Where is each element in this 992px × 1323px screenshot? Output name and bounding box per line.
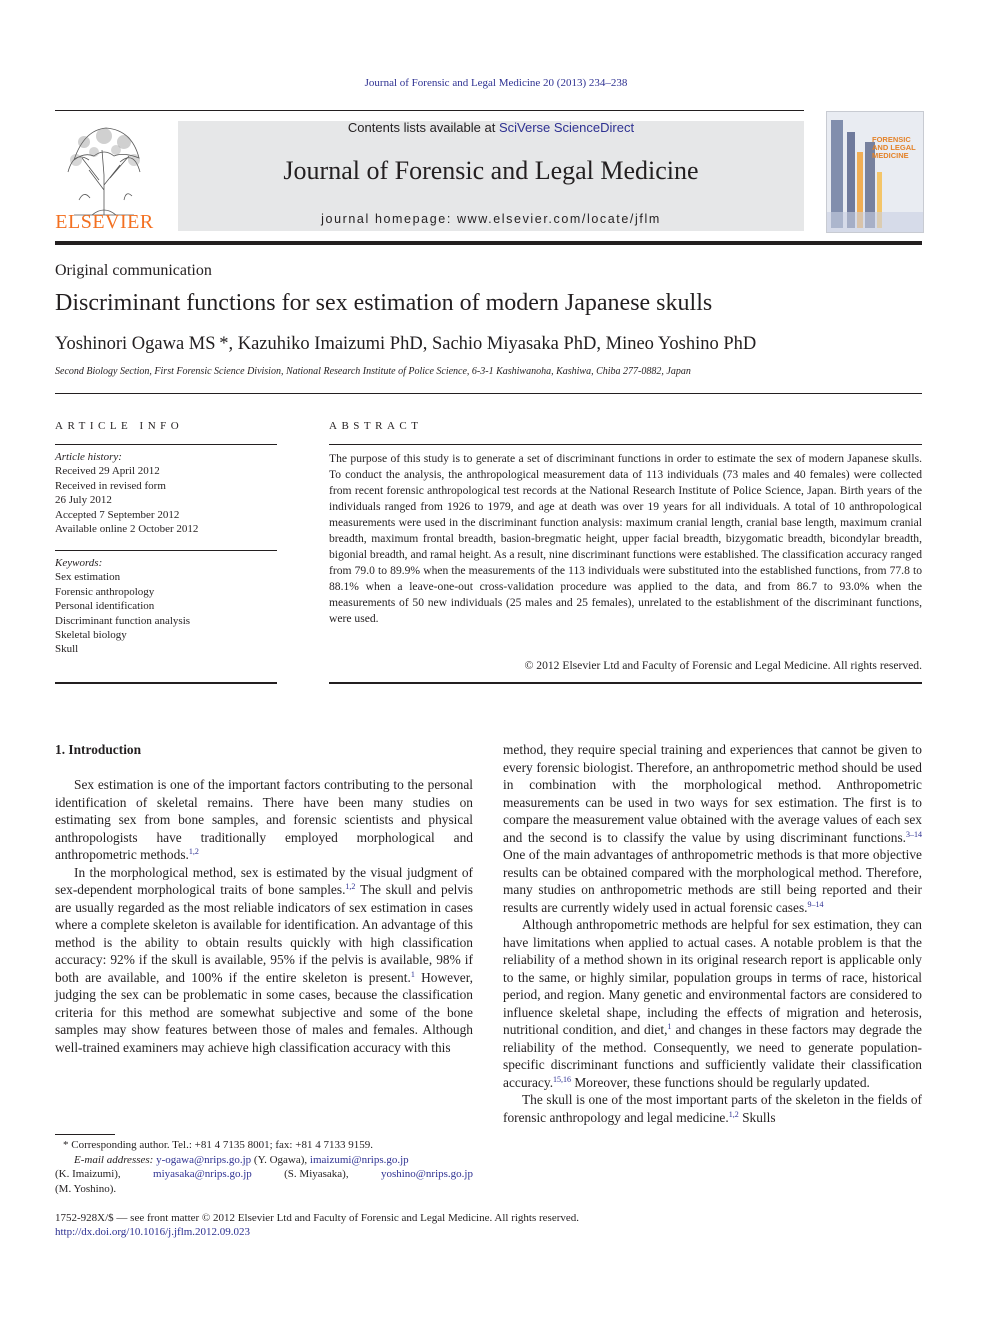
front-matter-notice: 1752-928X/$ — see front matter © 2012 Elsevier Ltd and Faculty of Forensic and Legal Medicine. All rights reserved. bbox=[55, 1212, 580, 1224]
keyword: Sex estimation bbox=[55, 571, 121, 584]
abstract-rule-bottom bbox=[329, 682, 922, 684]
doi-link[interactable]: http://dx.doi.org/10.1016/j.jflm.2012.09.023 bbox=[55, 1226, 251, 1238]
homepage-prefix: journal homepage: bbox=[321, 212, 457, 226]
abstract-rule-top bbox=[329, 444, 922, 445]
footnote-rule bbox=[55, 1134, 115, 1135]
journal-homepage bbox=[178, 212, 804, 226]
body-column-right bbox=[503, 741, 922, 1126]
cover-line-3: MEDICINE bbox=[872, 151, 909, 160]
article-info-rule-bottom bbox=[55, 682, 277, 684]
paragraph-text: However, judging the sex can be problematic in some cases, because the classification criteria for this method are somewhat subjective and some of the bone samples may show features between those of males and females. Although well-trained examiners may achieve high classification accuracy with this bbox=[55, 969, 473, 1055]
email-link[interactable]: imaizumi@nrips.go.jp bbox=[309, 1153, 409, 1166]
article-type: Original communication bbox=[55, 262, 212, 279]
paragraph-text: method, they require special training and experiences that cannot be given to every forensic biologist. Therefore, an anthropometric method should be used in combination with the morphological method. Anthropometric measurements can be used in two ways for sex estimation. The first is to compare the measurement value obtained with the average values of each sex and the second is to classify the value by using discriminant functions. bbox=[503, 742, 922, 845]
history-item: Accepted 7 September 2012 bbox=[55, 508, 180, 521]
journal-reference[interactable]: Journal of Forensic and Legal Medicine 20 (2013) 234–238 bbox=[364, 77, 628, 89]
body-paragraph bbox=[503, 1091, 922, 1126]
journal-title: Journal of Forensic and Legal Medicine bbox=[283, 156, 699, 185]
homepage-url[interactable]: www.elsevier.com/locate/jflm bbox=[456, 212, 661, 226]
citation[interactable]: 1 bbox=[410, 969, 415, 979]
history-item: Received in revised form bbox=[55, 479, 166, 492]
abstract-copyright: © 2012 Elsevier Ltd and Faculty of Forensic and Legal Medicine. All rights reserved. bbox=[524, 659, 922, 672]
keywords-list bbox=[55, 556, 277, 657]
cover-artwork bbox=[827, 112, 923, 232]
paragraph-text: Although anthropometric methods are helpful for sex estimation, they can have limitations when applied to actual cases. A notable problem is that the reliability of a method shown in its original research report is applicable only to the same, or highly similar, population groups in terms of race, historical period, and region. Many genetic and environmental factors are considered to influence skeletal shape, including the effects of migration and heterosis, nutritional condition, and diet, bbox=[503, 917, 922, 1037]
keyword: Skeletal biology bbox=[55, 629, 127, 642]
body-paragraph bbox=[55, 864, 473, 1057]
history-item: Available online 2 October 2012 bbox=[55, 523, 199, 536]
cover-line-2: AND LEGAL bbox=[872, 143, 916, 152]
paragraph-text: Moreover, these functions should be regularly updated. bbox=[571, 1074, 870, 1090]
cover-line-1: FORENSIC bbox=[872, 135, 911, 144]
article-info-rule-middle bbox=[55, 550, 277, 551]
email-owner: (S. Miyasaka), bbox=[284, 1168, 349, 1180]
top-rule bbox=[55, 110, 804, 111]
paragraph-text: The skull and pelvis are usually regarded as the most reliable indicators of sex estimation in cases where a complete skeleton is available for identification. An advantage of this method is the ability to obtain results quickly with high classification accuracy: 92% if the skull is available, 95% if the pelvis is available, 98% if both are available, and 100% if the entire skeleton is present. bbox=[55, 882, 473, 985]
section-heading-introduction: 1. Introduction bbox=[55, 742, 142, 757]
keyword: Personal identification bbox=[55, 600, 155, 613]
paragraph-text: and changes in these factors may degrade the reliability of the method. Consequently, we need to generate population-specific discriminant functions and sufficiently validate their classification accuracy. bbox=[503, 1022, 922, 1090]
corresponding-author: * Corresponding author. Tel.: +81 4 7135 8001; fax: +81 4 7133 9159. bbox=[63, 1139, 373, 1151]
sciencedirect-link[interactable]: SciVerse ScienceDirect bbox=[498, 120, 635, 135]
citation[interactable]: 1 bbox=[667, 1022, 672, 1031]
paragraph-text: In the morphological method, sex is estimated by the visual judgment of sex-dependent morphological traits of bone samples. bbox=[55, 864, 473, 897]
citation[interactable]: 1,2 bbox=[188, 847, 199, 856]
article-history bbox=[55, 450, 277, 536]
author-affiliation: Second Biology Section, First Forensic Science Division, National Research Institute of Police Science, 6-3-1 Kashiwanoha, Kashiwa, Chiba 277-0882, Japan bbox=[55, 366, 691, 377]
email-link[interactable]: miyasaka@nrips.go.jp bbox=[153, 1168, 252, 1180]
email-link[interactable]: y-ogawa@nrips.go.jp bbox=[156, 1153, 252, 1166]
body-paragraph bbox=[503, 916, 922, 1091]
article-title: Discriminant functions for sex estimation of modern Japanese skulls bbox=[55, 290, 713, 316]
citation[interactable]: 9–14 bbox=[807, 899, 824, 909]
citation[interactable]: 15,16 bbox=[553, 1074, 572, 1084]
citation[interactable]: 1,2 bbox=[345, 882, 356, 891]
email-link[interactable]: yoshino@nrips.go.jp bbox=[380, 1168, 473, 1180]
history-item: 26 July 2012 bbox=[55, 494, 112, 507]
citation[interactable]: 1,2 bbox=[728, 1109, 739, 1119]
contents-prefix: Contents lists available at bbox=[347, 120, 499, 135]
keyword: Skull bbox=[55, 643, 79, 656]
keywords-label: Keywords: bbox=[55, 557, 103, 569]
elsevier-wordmark: ELSEVIER bbox=[55, 211, 154, 233]
paragraph-text: Sex estimation is one of the important factors contributing to the personal identification of skeletal remains. There have been many studies on estimating sex from bone samples, and forensic scientists and physical anthropologists have traditionally employed morphological and anthropometric methods. bbox=[55, 777, 473, 862]
abstract-text: The purpose of this study is to generate a set of discriminant functions in order to estimate the sex of modern Japanese skulls. To conduct the analysis, the anthropological measurement data of 113 individuals (73 males and 40 females) were collected from recent forensic anthropological test records at the National Research Institute of Police Science, Japan. Birth years of the individuals ranged from 1926 to 1979, and age at death was over 19 years for all individuals. A total of 10 anthropological measurements were used in the discriminant function analysis: maximum cranial length, cranial base length, maximum cranial breadth, maximum frontal breadth, basion-bregmatic height, upper facial breadth, bizygomatic breadth, bicondylar breadth, bigonial breadth, and ramal height. As a result, nine discriminant functions were established. The classification accuracy ranged from 79.0 to 89.9% when the measurements of the 113 individuals were substituted into the established functions, from 77.8 to 88.1% when a leave-one-out cross-validation procedure was applied to the data, and from 86.7 to 93.0% when the measurements of 50 new individuals (25 males and 25 females), unrelated to the establishment of the discriminant functions, were used. bbox=[329, 452, 922, 625]
email-label: E-mail addresses: bbox=[74, 1153, 154, 1166]
email-addresses bbox=[55, 1153, 473, 1168]
cover-title bbox=[872, 136, 916, 160]
paragraph-text: Skulls bbox=[738, 1109, 776, 1125]
contents-line bbox=[178, 120, 804, 135]
article-info-heading: ARTICLE INFO bbox=[55, 420, 184, 432]
journal-cover-image bbox=[826, 111, 924, 233]
body-column-left bbox=[55, 741, 473, 1056]
history-label: Article history: bbox=[55, 451, 122, 463]
keyword: Discriminant function analysis bbox=[55, 614, 191, 627]
keyword: Forensic anthropology bbox=[55, 585, 155, 598]
affiliation-rule bbox=[55, 393, 922, 394]
citation[interactable]: 3–14 bbox=[906, 829, 922, 839]
email-owner: (Y. Ogawa), bbox=[253, 1153, 308, 1166]
email-addresses-cont bbox=[55, 1167, 473, 1182]
corresponding-author-footnote bbox=[55, 1138, 473, 1196]
body-paragraph bbox=[503, 741, 922, 916]
masthead-rule bbox=[55, 241, 922, 245]
email-owner: (M. Yoshino). bbox=[55, 1182, 117, 1195]
paragraph-text: The skull is one of the most important parts of the skeleton in the fields of forensic anthropology and legal medicine. bbox=[503, 1092, 922, 1125]
history-item: Received 29 April 2012 bbox=[55, 465, 160, 478]
body-paragraph bbox=[55, 776, 473, 864]
paragraph-text: One of the main advantages of anthropometric methods is that more objective results can be obtained compared with the morphological method. Therefore, many studies on anthropometric methods are still being reported and their results are currently widely used in actual forensic cases. bbox=[503, 847, 922, 915]
email-owner: (K. Imaizumi), bbox=[55, 1168, 121, 1180]
author-list: Yoshinori Ogawa MS *, Kazuhiko Imaizumi PhD, Sachio Miyasaka PhD, Mineo Yoshino PhD bbox=[55, 334, 757, 354]
article-info-rule-top bbox=[55, 444, 277, 445]
abstract-heading: ABSTRACT bbox=[329, 420, 423, 432]
